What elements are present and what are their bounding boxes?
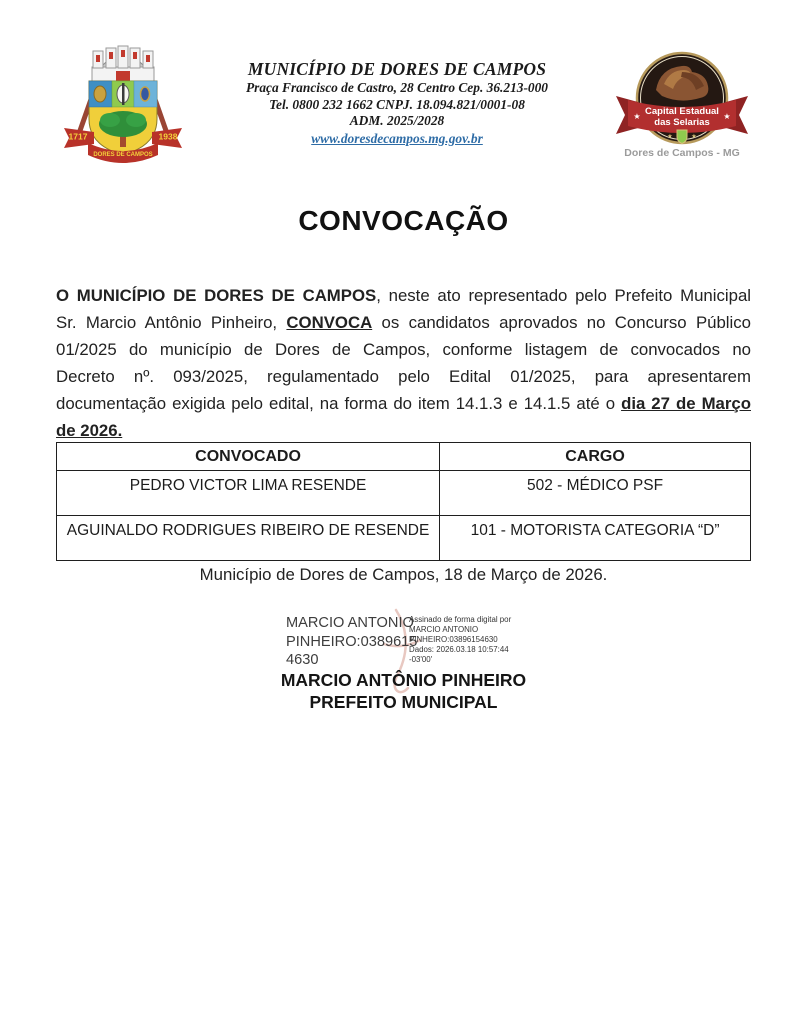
crest-year-right: 1938 [158, 131, 178, 142]
table-row [57, 471, 751, 516]
table-row [57, 516, 751, 561]
paragraph-line: documentação exigida pelo edital, na forma do item 14.1.3 e 14.1.5 até o dia 27 de Março [56, 394, 751, 413]
convocation-table [56, 442, 751, 561]
shield [89, 81, 157, 155]
convoca-emphasis: CONVOCA [286, 313, 373, 332]
selarias-seal-icon [612, 50, 752, 162]
signer-name: MARCIO ANTÔNIO PINHEIRO [280, 670, 527, 690]
paragraph-line: O MUNICÍPIO DE DORES DE CAMPOS, neste ato representado pelo Prefeito Municipal [56, 286, 751, 305]
signature-certificate-name: MARCIO ANTONIO PINHEIRO:0389615 4630 [286, 615, 418, 669]
municipality-phone-cnpj: Tel. 0800 232 1662 CNPJ. 18.094.821/0001-08 [269, 96, 525, 112]
paragraph-line: Sr. Marcio Antônio Pinheiro, CONVOCA os candidatos aprovados no Concurso Público [56, 313, 751, 332]
deadline-emphasis: dia 27 de Março [621, 394, 751, 413]
municipality-address: Praça Francisco de Castro, 28 Centro Cep. 36.213-000 [245, 80, 549, 95]
crown [92, 46, 154, 81]
cell-cargo: 101 - MOTORISTA CATEGORIA “D” [440, 516, 751, 561]
municipality-website-link[interactable]: www.doresdecampos.mg.gov.br [311, 130, 483, 146]
col-header-cargo: CARGO [440, 443, 751, 471]
municipality-bold-text: O MUNICÍPIO DE DORES DE CAMPOS [56, 286, 377, 305]
cell-convocado: AGUINALDO RODRIGUES RIBEIRO DE RESENDE [57, 516, 440, 561]
deadline-emphasis: de 2026. [56, 421, 123, 440]
signer-role: PREFEITO MUNICIPAL [309, 692, 498, 712]
paragraph-line: Decreto nº. 093/2025, regulamentado pelo Edital 01/2025, para apresentarem [56, 367, 751, 386]
crest-ribbon-text: DORES DE CAMPOS [93, 152, 153, 158]
seal-caption: Dores de Campos - MG [624, 147, 740, 159]
municipality-name: MUNICÍPIO DE DORES DE CAMPOS [247, 59, 547, 79]
col-header-convocado: CONVOCADO [57, 443, 440, 471]
body-paragraph [56, 282, 751, 444]
municipality-administration: ADM. 2025/2028 [349, 113, 445, 128]
document-title: CONVOCAÇÃO [298, 205, 509, 236]
paragraph-line: 01/2025 do município de Dores de Campos, conforme listagem de convocados no [56, 340, 751, 359]
svg-text:★: ★ [691, 134, 697, 140]
table-header-row [57, 443, 751, 471]
cell-cargo: 502 - MÉDICO PSF [440, 471, 751, 516]
coat-of-arms-icon [58, 40, 188, 170]
seal-banner-line1: Capital Estadual [645, 106, 719, 117]
date-line: Município de Dores de Campos, 18 de Março de 2026. [199, 565, 608, 584]
seal-star-right: ★ [723, 112, 731, 121]
crest-year-left: 1717 [68, 131, 88, 142]
svg-text:★: ★ [667, 134, 673, 140]
municipality-header [228, 58, 566, 148]
seal-banner-line2: das Selarias [654, 117, 710, 128]
signature-certificate-details: Assinado de forma digital por MARCIO ANTONIO PINHEIRO:03896154630 Dados: 2026.03.18 10:57:44 -03'00' [409, 615, 512, 664]
seal-star-left: ★ [633, 112, 641, 121]
cell-convocado: PEDRO VICTOR LIMA RESENDE [57, 471, 440, 516]
paragraph-line [56, 417, 751, 444]
